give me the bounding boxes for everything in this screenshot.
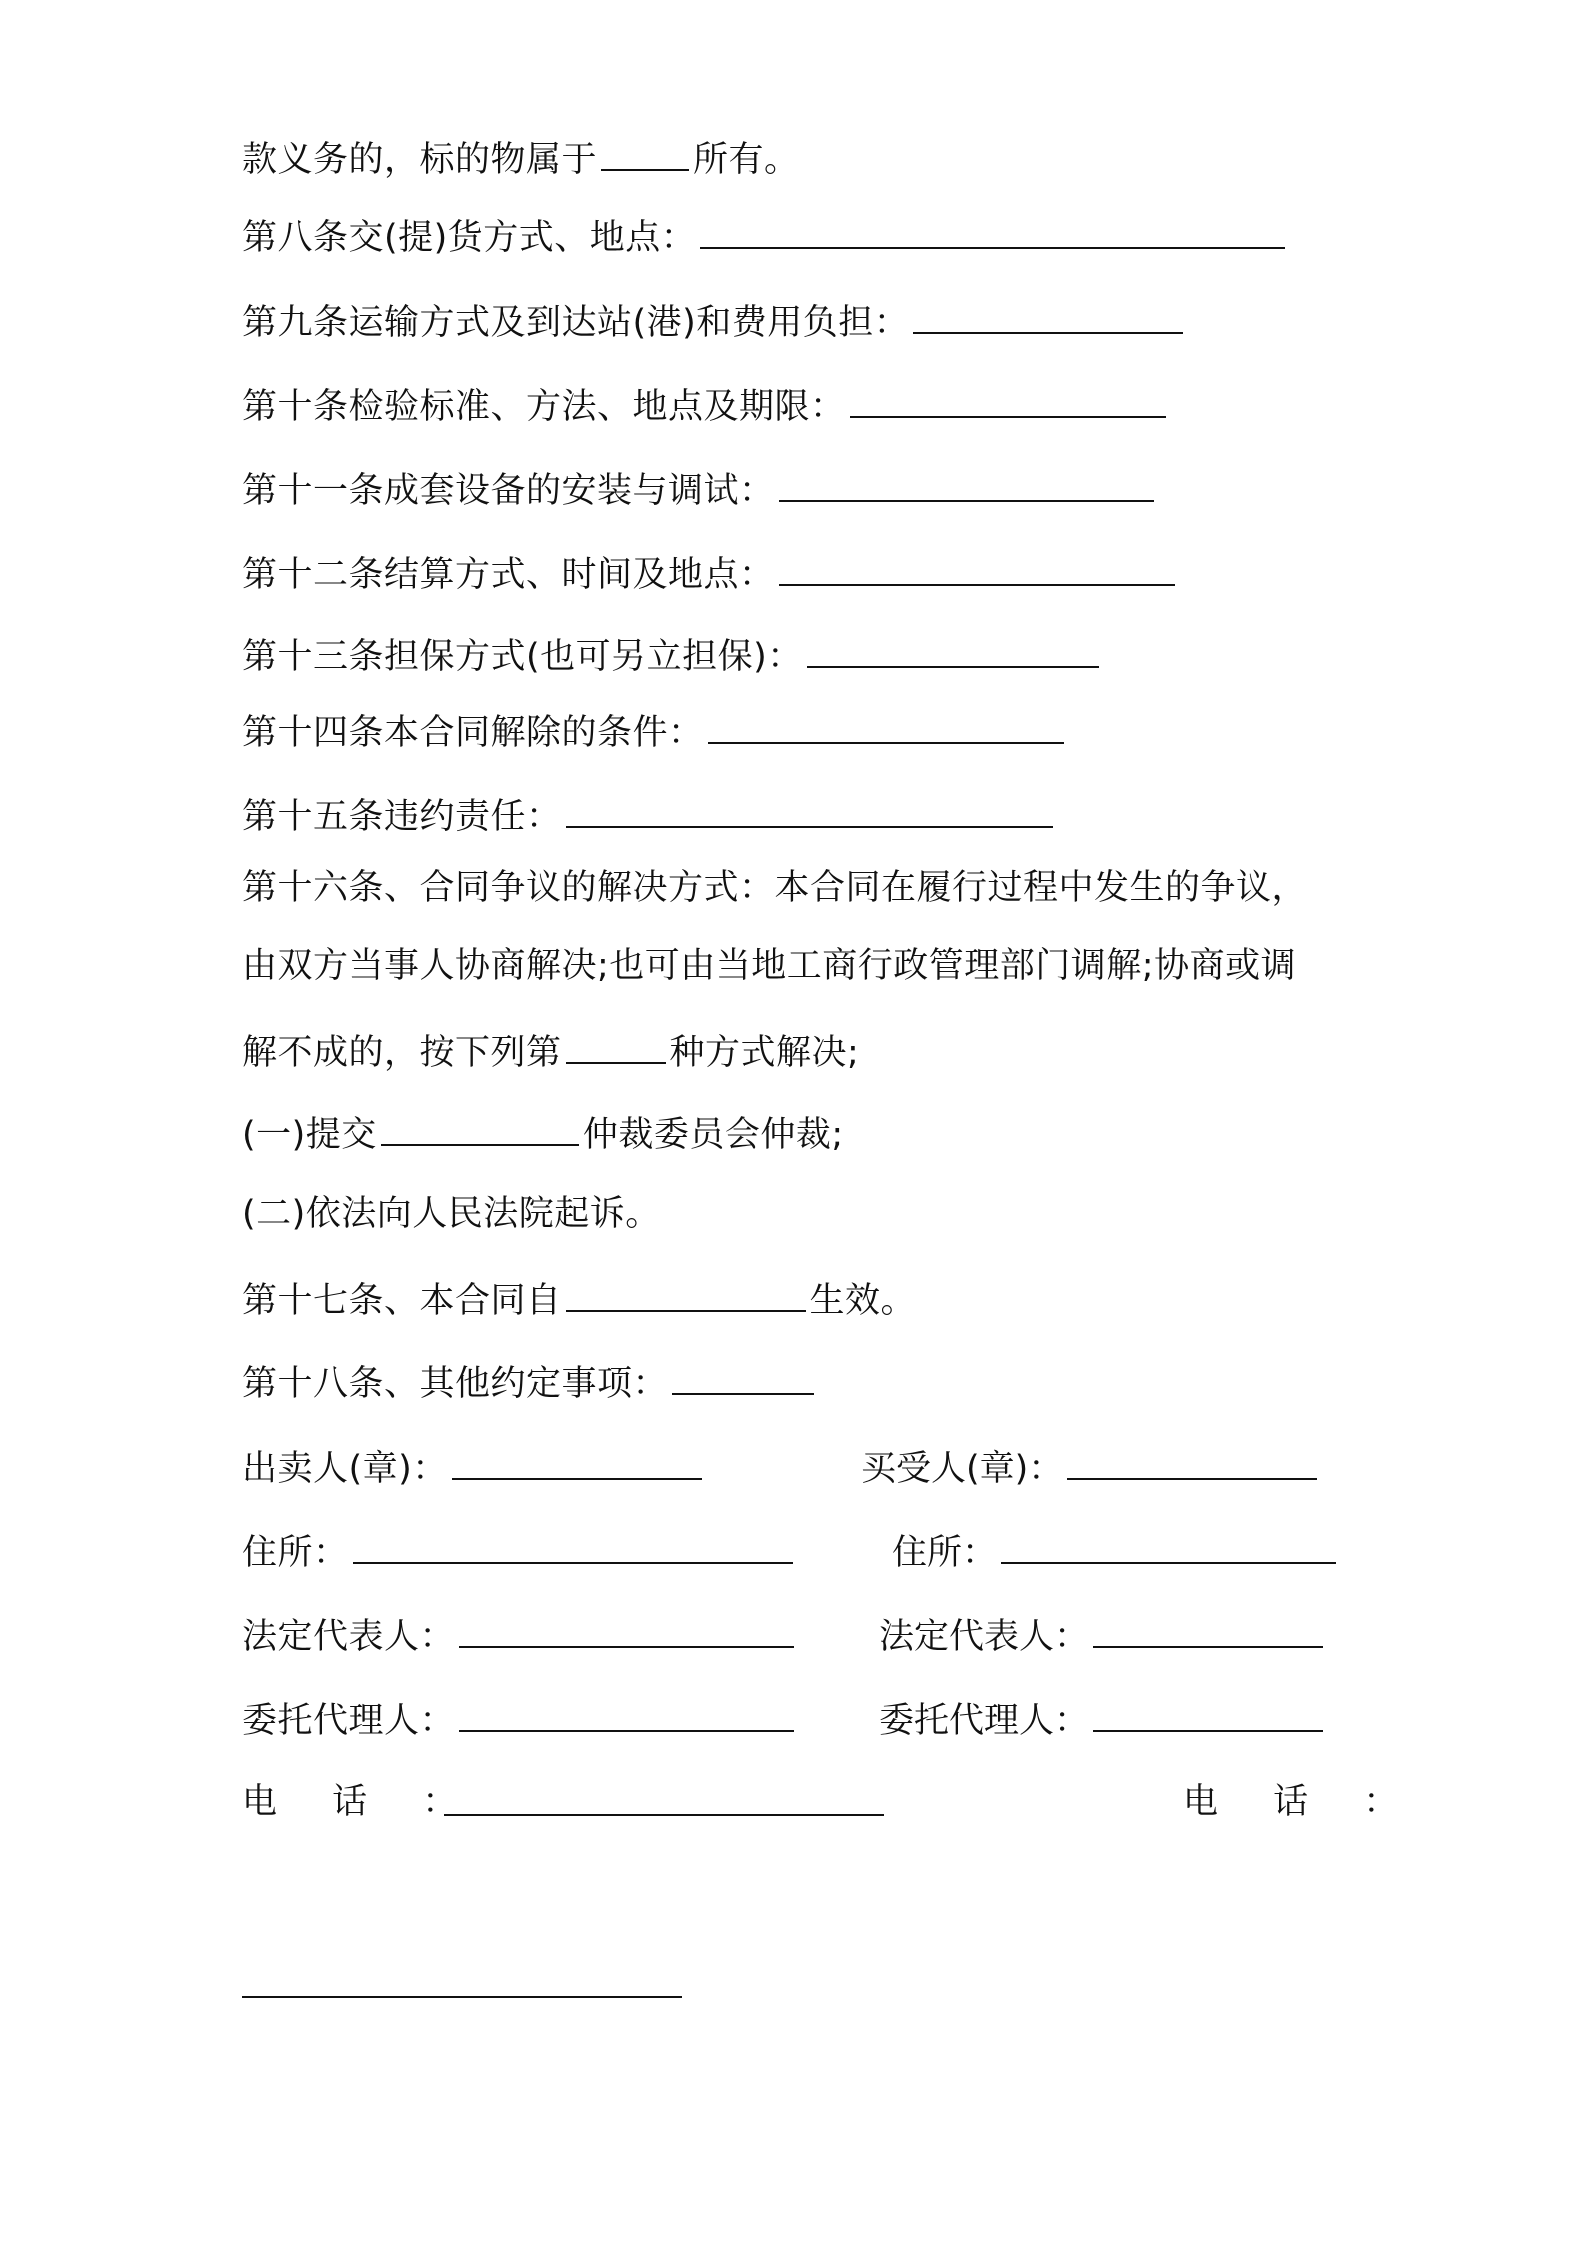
clause-8-text: 第八条交(提)货方式、地点： <box>242 218 697 258</box>
clause-8 <box>242 211 1289 262</box>
clause-11-text: 第十一条成套设备的安装与调试： <box>242 471 775 511</box>
clause-13-text: 第十三条担保方式(也可另立担保)： <box>242 637 803 677</box>
arbitration-blank <box>381 1108 579 1146</box>
clause-15 <box>242 790 1057 841</box>
seller-agent-row <box>242 1694 798 1745</box>
clause-9-blank <box>913 296 1183 334</box>
clause-8-blank <box>700 211 1285 249</box>
seller-legal-rep-blank <box>459 1610 794 1648</box>
clause-14-text: 第十四条本合同解除的条件： <box>242 713 704 753</box>
clause-13-blank <box>807 630 1099 668</box>
buyer-agent-blank <box>1093 1694 1323 1732</box>
buyer-phone-row <box>1183 1778 1420 1826</box>
clause-15-text: 第十五条违约责任： <box>242 797 562 837</box>
seller-phone-blank-wrap <box>444 1778 884 1829</box>
buyer-agent-label: 委托代理人： <box>879 1701 1090 1741</box>
buyer-legal-rep-row <box>879 1610 1327 1661</box>
clause-16-line-3 <box>242 1026 859 1077</box>
clause-11 <box>242 464 1158 515</box>
clause-16-text-1: 第十六条、合同争议的解决方式：本合同在履行过程中发生的争议， <box>242 868 1308 908</box>
buyer-legal-rep-blank <box>1093 1610 1323 1648</box>
clause-18-blank <box>672 1357 814 1395</box>
seller-address-blank <box>353 1526 793 1564</box>
clause-18 <box>242 1357 818 1408</box>
buyer-phone-label: 电 话 ： <box>1183 1782 1421 1822</box>
clause-10-text: 第十条检验标准、方法、地点及期限： <box>242 387 846 427</box>
clause-17 <box>242 1274 916 1325</box>
seller-phone-blank <box>444 1778 884 1816</box>
clause-16-text-2: 由双方当事人协商解决;也可由当地工商行政管理部门调解;协商或调 <box>242 946 1297 986</box>
clause-16-line-2 <box>242 942 1296 990</box>
clause-7-tail <box>242 133 800 184</box>
clause-16-text-3a: 解不成的，按下列第 <box>242 1033 562 1073</box>
clause-18-text: 第十八条、其他约定事项： <box>242 1364 669 1404</box>
buyer-phone-blank <box>242 1960 682 1998</box>
clause-12-text: 第十二条结算方式、时间及地点： <box>242 555 775 595</box>
arbitration-text-a: (一)提交 <box>242 1115 377 1155</box>
seller-blank <box>452 1442 702 1480</box>
clause-9 <box>242 296 1187 347</box>
clause-16-text-3b: 种方式解决; <box>669 1033 860 1073</box>
seller-legal-rep-row <box>242 1610 798 1661</box>
buyer-row <box>861 1442 1321 1493</box>
seller-address-label: 住所： <box>242 1533 349 1573</box>
seller-address-row <box>242 1526 797 1577</box>
court-option <box>242 1190 661 1238</box>
seller-agent-label: 委托代理人： <box>242 1701 456 1741</box>
seller-phone-label: 电 话 ： <box>242 1782 480 1822</box>
effective-date-blank <box>566 1274 806 1312</box>
clause-13 <box>242 630 1103 681</box>
buyer-address-label: 住所： <box>892 1533 998 1573</box>
buyer-agent-row <box>879 1694 1327 1745</box>
clause-7-text-b: 所有。 <box>693 140 800 180</box>
clause-14 <box>242 706 1068 757</box>
buyer-legal-rep-label: 法定代表人： <box>879 1617 1090 1657</box>
seller-agent-blank <box>459 1694 794 1732</box>
clause-15-blank <box>566 790 1053 828</box>
clause-16-line-1 <box>242 864 1307 912</box>
clause-9-text: 第九条运输方式及到达站(港)和费用负担： <box>242 303 910 343</box>
seller-legal-rep-label: 法定代表人： <box>242 1617 456 1657</box>
clause-12-blank <box>779 548 1175 586</box>
arbitration-text-b: 仲裁委员会仲裁; <box>582 1115 844 1155</box>
clause-17-text-a: 第十七条、本合同自 <box>242 1281 562 1321</box>
court-text: (二)依法向人民法院起诉。 <box>242 1194 661 1234</box>
clause-12 <box>242 548 1179 599</box>
clause-10-blank <box>850 380 1166 418</box>
buyer-address-row <box>892 1526 1340 1577</box>
owner-blank <box>601 133 689 171</box>
clause-14-blank <box>708 706 1064 744</box>
buyer-phone-blank-row <box>242 1960 682 2011</box>
arbitration-option <box>242 1108 844 1159</box>
buyer-address-blank <box>1001 1526 1336 1564</box>
seller-label: 出卖人(章)： <box>242 1449 448 1489</box>
clause-17-text-b: 生效。 <box>809 1281 917 1321</box>
seller-row <box>242 1442 706 1493</box>
clause-7-text-a: 款义务的，标的物属于 <box>242 140 598 180</box>
clause-10 <box>242 380 1170 431</box>
buyer-label: 买受人(章)： <box>861 1449 1064 1489</box>
method-number-blank <box>566 1026 666 1064</box>
buyer-blank <box>1067 1442 1317 1480</box>
clause-11-blank <box>779 464 1154 502</box>
